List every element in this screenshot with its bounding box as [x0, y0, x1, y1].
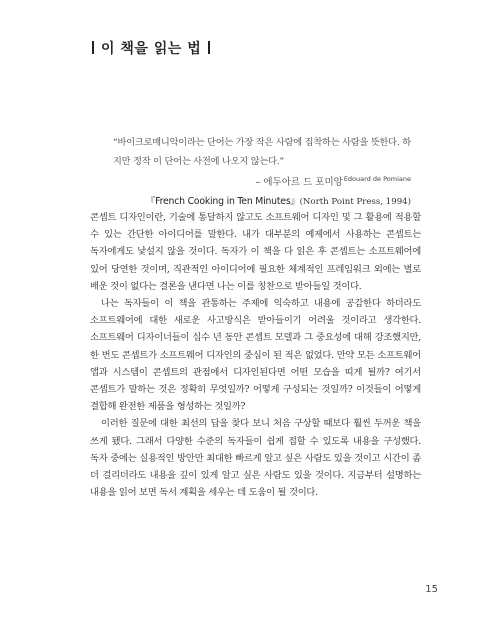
body-text: [90, 209, 421, 501]
body-paragraph: 이러한 질문에 대한 최선의 답을 찾다 보니 처음 구상할 때보다 훨씬 두꺼운 책을 쓰게 됐다. 그래서 다양한 수준의 독자들이 쉽게 접할 수 있도록 내용을 구성했다. 독자 중에는 실용적인 방안만 최대한 빠르게 알고 싶은 사람도 있을 것이고 시간이 좀 더 걸리더라도 내용을 깊이 있게 알고 싶은 사람도 있을 것이다. 지금부터 설명하는 내용을 읽어 보면 독서 계획을 세우는 데 도움이 될 것이다.: [90, 418, 421, 499]
section-heading: [92, 38, 210, 58]
page-number: 15: [425, 584, 438, 595]
body-paragraph: 나는 독자들이 이 책을 관통하는 주제에 익숙하고 내용에 공감한다 하더라도 소프트웨어에 대한 새로운 사고방식은 받아들이기 어려울 것이라고 생각한다. 소프트웨어 디자이너들이 십수 년 동안 콘셉트 모델과 그 중요성에 대해 강조했지만, 한 번도 콘셉트가 소프트웨어 디자인의 중심이 된 적은 없었다. 만약 모든 소프트웨어 앱과 시스템이 콘셉트의 관점에서 디자인된다면 어떤 모습을 띠게 될까? 여기서 콘셉트가 말하는 것은 정확히 무엇일까? 어떻게 구성되는 것일까? 이것들이 어떻게 결합해 완전한 제품을 형성하는 것일까?: [90, 298, 421, 413]
heading-title: 이 책을 읽는 법: [101, 41, 202, 57]
epigraph-attribution: [256, 174, 411, 188]
body-paragraph: 콘셉트 디자인이란, 기술에 통달하지 않고도 소프트웨어 디자인 및 그 활용에 적용할 수 있는 간단한 아이디어를 말한다. 내가 대부분의 예제에서 사용하는 콘셉트는 독자에게도 낯설지 않을 것이다. 독자가 이 책을 다 읽은 후 콘셉트는 소프트웨어에 있어 당연한 것이며, 직관적인 아이디어에 필요한 체계적인 프레임워크 외에는 별로 배운 것이 없다는 결론을 낸다면 나는 이를 칭찬으로 받아들일 것이다.: [90, 212, 421, 292]
source-publisher: (North Point Press, 1994): [299, 197, 411, 207]
epigraph-source: [146, 193, 411, 207]
attribution-original-name: Edouard de Pomiane: [343, 175, 411, 183]
source-book-title: 『French Cooking in Ten Minutes』: [146, 196, 300, 207]
heading-bar-right: [208, 41, 210, 54]
heading-bar-left: [92, 41, 94, 54]
attribution-name: – 에두아르 드 포미앙: [255, 177, 343, 188]
epigraph-quote: “바이크로매니악이라는 단어는 가장 작은 사람에 집착하는 사람을 뜻한다. 하지만 정작 이 단어는 사전에 나오지 않는다.”: [113, 137, 411, 167]
